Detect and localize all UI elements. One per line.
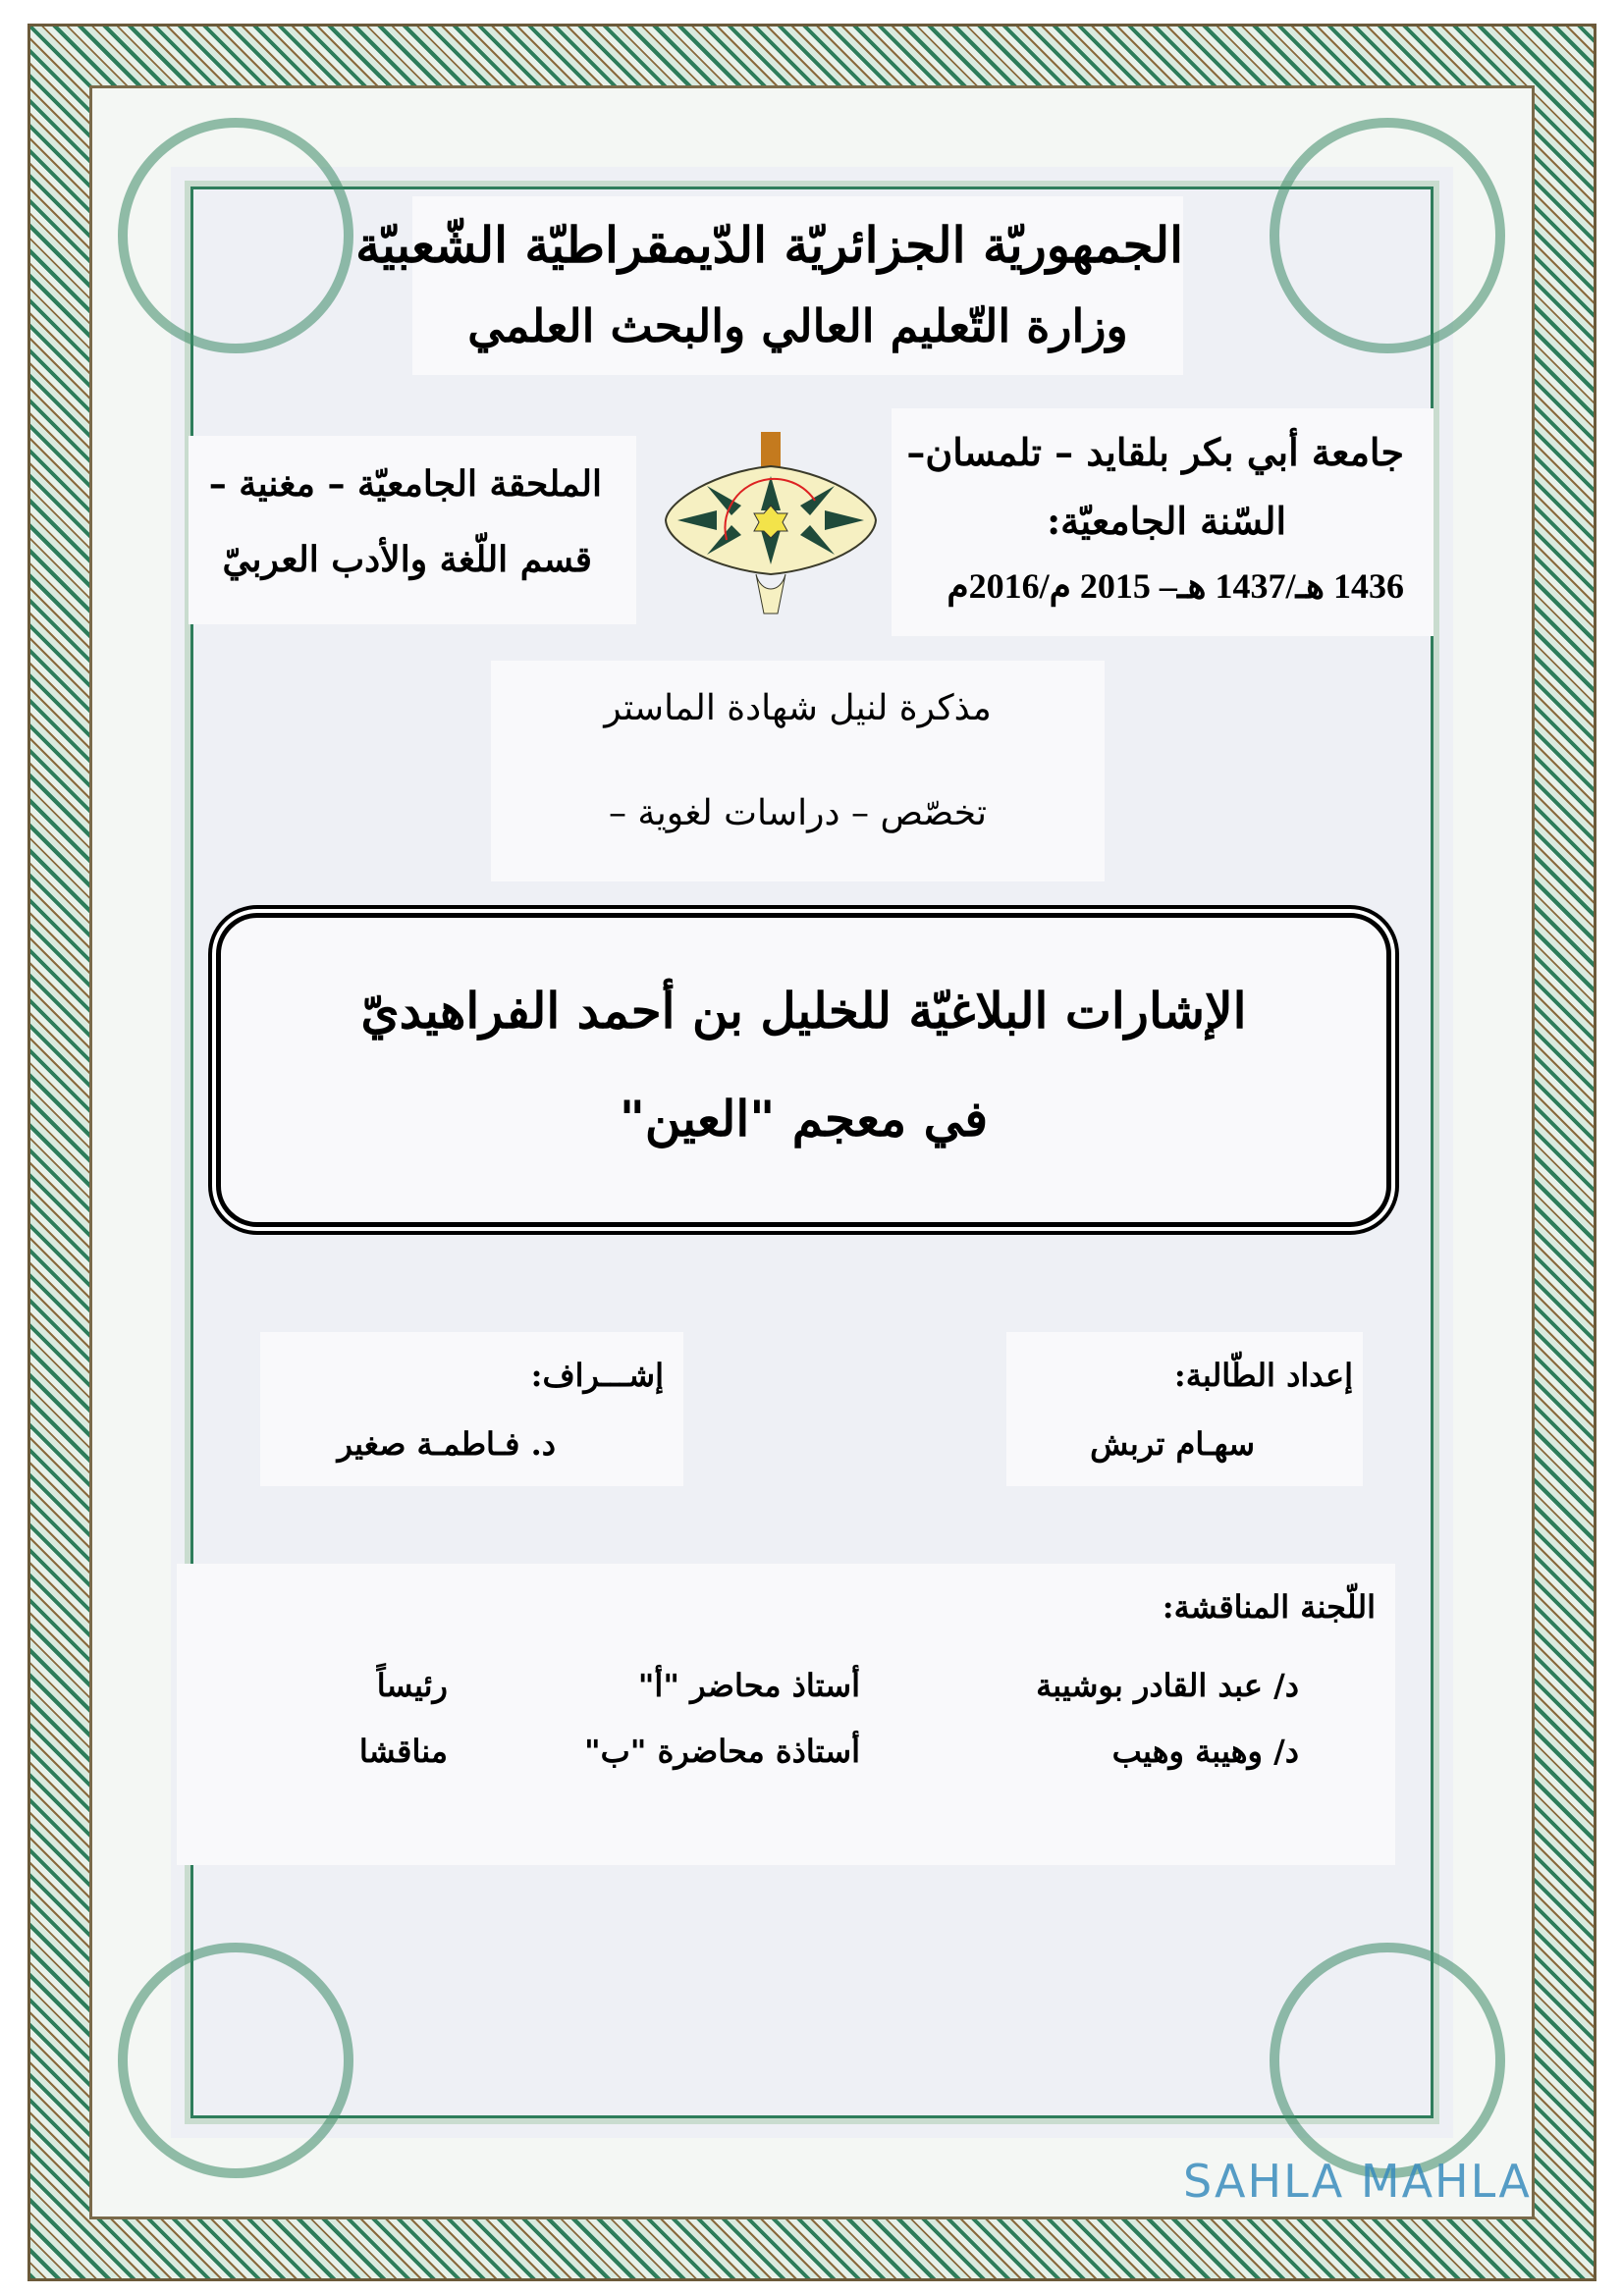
corner-ornament-icon [118, 1943, 353, 2178]
committee-box [177, 1564, 1395, 1865]
member-name: د/ وهيبة وهيب [1111, 1733, 1299, 1770]
member-rank: أستاذة محاضرة "ب" [583, 1733, 860, 1770]
corner-ornament-icon [1270, 1943, 1505, 2178]
member-rank: أستاذ محاضر "أ" [637, 1667, 860, 1704]
corner-ornament-icon [1270, 118, 1505, 353]
department-name: قسم اللّغة والأدب العربيّ [222, 539, 592, 580]
student-box [1006, 1332, 1363, 1486]
thesis-title-box [216, 913, 1391, 1227]
republic-name: الجمهوريّة الجزائريّة الدّيمقراطيّة الشّعبيّة [355, 216, 1183, 274]
student-name: سهـام تربش [1090, 1425, 1255, 1463]
committee-label: اللّجنة المناقشة: [1162, 1588, 1376, 1626]
annex-box [189, 436, 636, 624]
year-label: السّنة الجامعيّة: [1047, 499, 1286, 543]
university-name: جامعة أبي بكر بلقايد – تلمسان– [906, 430, 1404, 474]
supervisor-box [260, 1332, 683, 1486]
annex-name: الملحقة الجامعيّة – مغنية – [208, 463, 602, 505]
member-role: مناقشا [358, 1733, 448, 1770]
watermark-logo: SAHLA MAHLA [1183, 2155, 1532, 2208]
supervisor-name: د. فـاطمـة صغير [337, 1425, 556, 1463]
academic-year: 1436 هـ/1437 هـ– 2015 م/2016م [947, 566, 1404, 606]
member-role: رئيساً [376, 1667, 448, 1704]
header-box [355, 196, 1183, 375]
university-box [892, 408, 1434, 636]
supervisor-label: إشـــراف: [530, 1357, 664, 1394]
memo-box [491, 661, 1105, 881]
memo-line1: مذكرة لنيل شهادة الماستر [604, 688, 992, 728]
member-name: د/ عبد القادر بوشيبة [1036, 1667, 1299, 1704]
thesis-title-line1: الإشارات البلاغيّة للخليل بن أحمد الفراهيديّ [360, 982, 1247, 1040]
ministry-name: وزارة التّعليم العالي والبحث العلمي [467, 299, 1128, 352]
thesis-title-line2: في معجم "العين" [619, 1090, 989, 1148]
student-label: إعداد الطّالبة: [1173, 1357, 1353, 1394]
corner-ornament-icon [118, 118, 353, 353]
university-logo-icon [658, 432, 884, 618]
specialization: تخصّص – دراسات لغوية – [608, 793, 988, 833]
